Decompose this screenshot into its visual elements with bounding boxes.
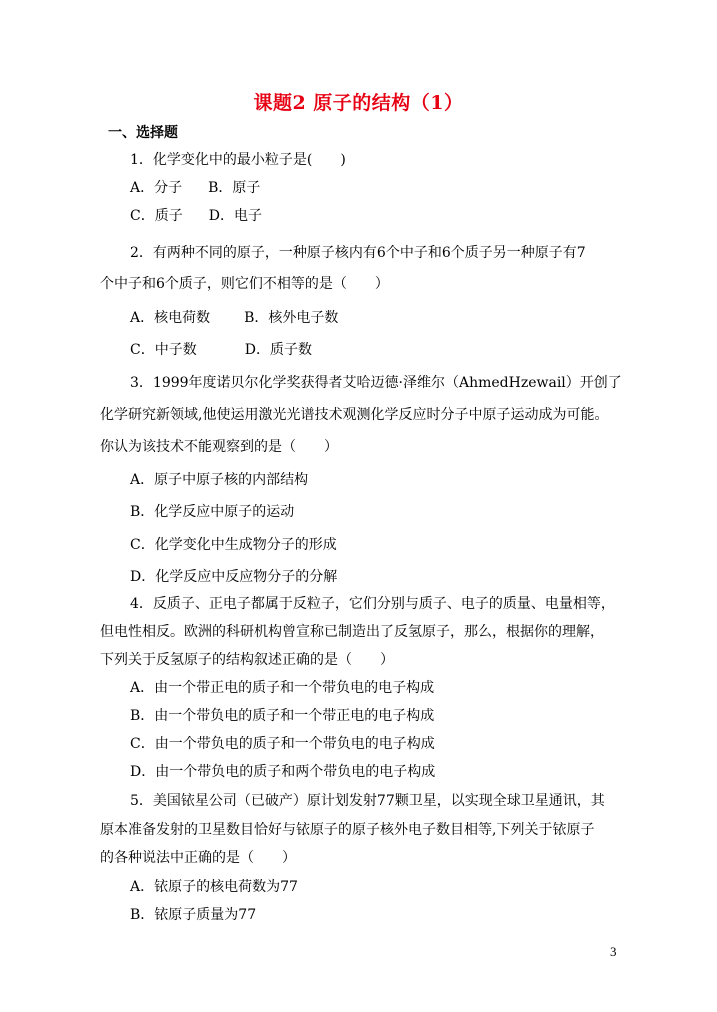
question-5-line-2: 原本准备发射的卫星数目恰好与铱原子的原子核外电子数目相等,下列关于铱原子 <box>100 822 595 838</box>
question-4-option-b: B．由一个带负电的质子和一个带正电的电子构成 <box>130 708 435 724</box>
question-4-line-2: 但电性相反。欧洲的科研机构曾宣称已制造出了反氢原子，那么，根据你的理解， <box>100 624 604 640</box>
question-3-option-b: B．化学反应中原子的运动 <box>130 504 295 520</box>
question-3-line-3: 你认为该技术不能观察到的是（ ） <box>100 439 338 455</box>
question-2-options-row-1 <box>130 308 338 328</box>
question-3-option-a: A．原子中原子核的内部结构 <box>130 472 309 488</box>
question-1-options-row-2 <box>130 206 262 226</box>
question-4-option-c: C．由一个带负电的质子和一个带负电的电子构成 <box>130 736 435 752</box>
question-2-line-1: 2．有两种不同的原子，一种原子核内有6个中子和6个质子另一种原子有7 <box>130 245 586 261</box>
question-4-option-d: D．由一个带负电的质子和两个带负电的电子构成 <box>130 764 436 780</box>
page-title: 课题2 原子的结构（1） <box>253 92 464 114</box>
option-c: C．中子数 <box>130 342 197 358</box>
option-c: C．质子 <box>130 208 183 224</box>
option-a: A．分子 <box>130 180 183 196</box>
question-5-option-b: B．铱原子质量为77 <box>130 907 257 923</box>
section-heading: 一、选择题 <box>108 125 178 141</box>
question-4-line-3: 下列关于反氢原子的结构叙述正确的是（ ） <box>100 652 394 668</box>
question-3-option-d: D．化学反应中反应物分子的分解 <box>130 569 338 585</box>
question-2-line-2: 个中子和6个质子，则它们不相等的是（ ） <box>100 276 389 292</box>
question-3-line-2: 化学研究新领域,他使运用激光光谱技术观测化学反应时分子中原子运动成为可能。 <box>100 407 609 423</box>
question-2-options-row-2 <box>130 340 312 360</box>
question-5-line-3: 的各种说法中正确的是（ ） <box>100 850 296 866</box>
question-5-option-a: A．铱原子的核电荷数为77 <box>130 879 298 895</box>
option-b: B．核外电子数 <box>244 310 339 326</box>
page-number: 3 <box>610 944 617 959</box>
question-3-option-c: C．化学变化中生成物分子的形成 <box>130 537 337 553</box>
question-1-options-row-1 <box>130 178 260 198</box>
option-a: A．核电荷数 <box>130 310 211 326</box>
question-5-line-1: 5．美国铱星公司（已破产）原计划发射77颗卫星，以实现全球卫星通讯，其 <box>130 793 605 809</box>
option-d: D．质子数 <box>244 342 312 358</box>
question-4-line-1: 4．反质子、正电子都属于反粒子，它们分别与质子、电子的质量、电量相等， <box>130 596 615 612</box>
question-4-option-a: A．由一个带正电的质子和一个带负电的电子构成 <box>130 680 435 696</box>
option-d: D．电子 <box>208 208 262 224</box>
question-1-stem: 1．化学变化中的最小粒子是( ) <box>130 152 346 168</box>
question-3-line-1: 3．1999年度诺贝尔化学奖获得者艾哈迈德·泽维尔（AhmedHzewail）开创了 <box>130 375 622 391</box>
option-b: B．原子 <box>208 180 261 196</box>
